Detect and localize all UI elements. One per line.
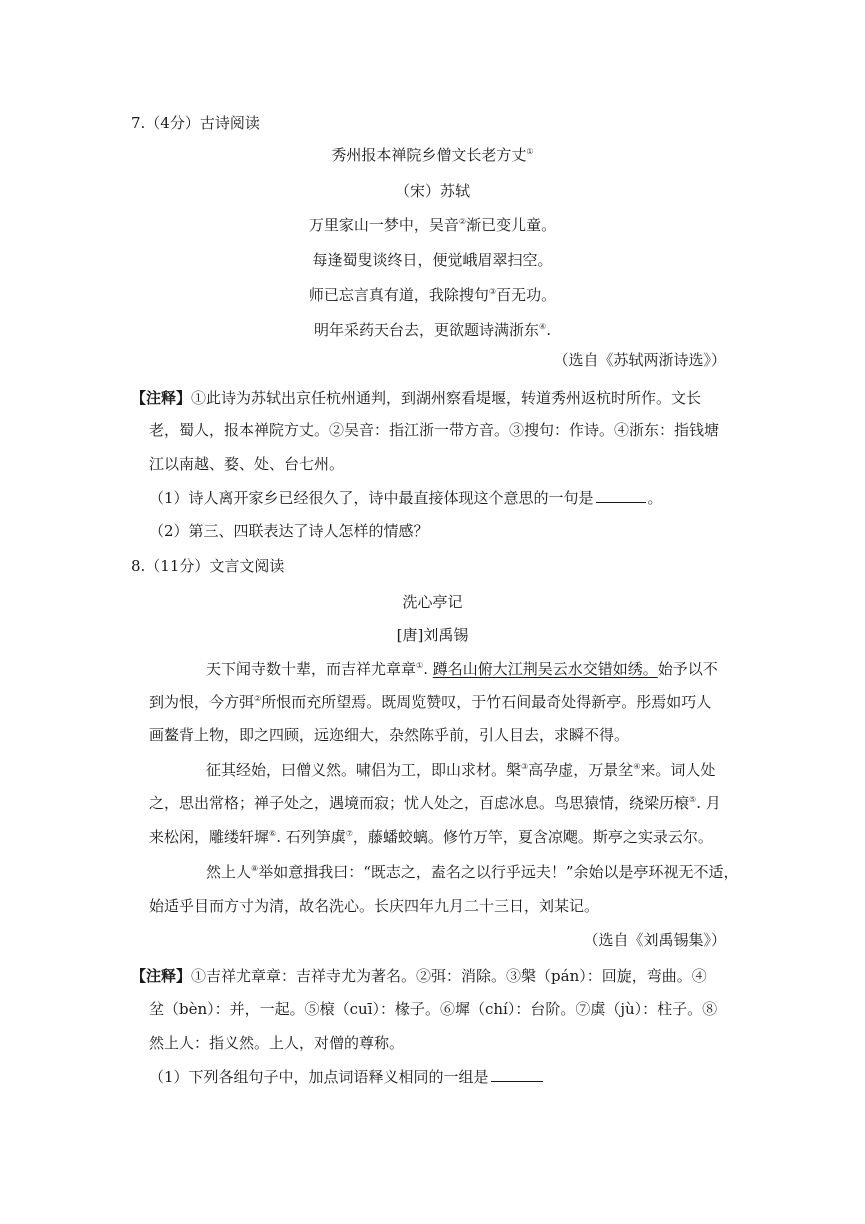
- essay-p2-line-1: 征其经始，曰僧义然。啸侣为工，即山求材。槃③高孕虚，万景坌④来。词人处: [206, 761, 716, 779]
- answer-blank[interactable]: [596, 488, 646, 503]
- essay-title: 洗心亭记: [402, 593, 463, 611]
- poem-line-2: 每逢蜀叟谈终日，便觉峨眉翠扫空。: [312, 251, 553, 269]
- q8-notes-line-3: 然上人：指义然。上人，对僧的尊称。: [149, 1034, 405, 1052]
- q8-notes-line-1: 【注释】①吉祥尤章章：吉祥寺尤为著名。②弭：消除。③槃（pán）：回旋，弯曲。④: [131, 967, 707, 985]
- poem-line-1: 万里家山一梦中，吴音②渐已变儿童。: [308, 216, 557, 234]
- q8-notes-line-2: 坌（bèn）：并，一起。⑤榱（cuī）：椽子。⑥墀（chí）：台阶。⑦虡（jù）：柱子。⑧: [149, 1000, 718, 1018]
- essay-author: [唐]刘禹锡: [396, 626, 469, 644]
- essay-p3-line-1: 然上人⑧举如意揖我曰：“既志之，盍名之以行乎远夫！”余始以是亭环视无不适，: [206, 863, 739, 881]
- essay-p3-line-2: 始适乎目而方寸为清，故名洗心。长庆四年九月二十三日，刘某记。: [149, 897, 600, 915]
- underlined-sentence: 蹲名山俯大江荆吴云水交错如绣。: [432, 660, 658, 678]
- q7-subquestion-2: （2）第三、四联表达了诗人怎样的情感？: [149, 522, 429, 540]
- q7-subquestion-1: （1）诗人离开家乡已经很久了，诗中最直接体现这个意思的一句是 。: [149, 489, 663, 507]
- essay-p1-line-3: 画鳌背上物，即之四顾，远迩细大，杂然陈乎前，引人目去，求瞬不得。: [149, 726, 630, 744]
- q7-notes-line-1: 【注释】①此诗为苏轼出京任杭州通判，到湖州察看堤堰，转道秀州返杭时所作。文长: [131, 389, 702, 407]
- poem-line-4: 明年采药天台去，更欲题诗满浙东④.: [314, 321, 551, 339]
- answer-blank[interactable]: [491, 1067, 543, 1082]
- poem-title: 秀州报本禅院乡僧文长老方丈①: [331, 146, 534, 164]
- q7-notes-line-3: 江以南越、婺、处、台七州。: [149, 455, 345, 473]
- q8-subquestion-1: （1）下列各组句子中，加点词语释义相同的一组是: [149, 1067, 543, 1087]
- poem-author: （宋）苏轼: [394, 182, 470, 200]
- q7-notes-line-2: 老，蜀人，报本禅院方丈。②吴音：指江浙一带方音。③搜句：作诗。④浙东：指钱塘: [149, 421, 720, 439]
- q8-header: 8.（11分）文言文阅读: [131, 557, 285, 575]
- q7-header: 7.（4分）古诗阅读: [131, 114, 260, 132]
- essay-p2-line-2: 之，思出常格；禅子处之，遇境而寂；忧人处之，百虑冰息。鸟思猿情，绕梁历榱⑤. 月: [149, 794, 721, 812]
- essay-p1-line-2: 到为恨，今方弭②所恨而充所望焉。既周览赞叹，于竹石间最奇处得新亭。彤焉如巧人: [149, 693, 712, 711]
- essay-source: （选自《刘禹锡集》）: [583, 931, 726, 949]
- essay-p1-line-1: 天下闻寺数十辈，而吉祥尤章章①. 蹲名山俯大江荆吴云水交错如绣。始予以不: [206, 660, 718, 678]
- essay-p2-line-3: 来松闲，雕缕轩墀⑥. 石列笋虡⑦，藤蟠蛟螭。修竹万竿，夏含凉飔。斯亭之实录云尔。: [149, 828, 713, 846]
- poem-source: （选自《苏轼两浙诗选》）: [553, 351, 726, 369]
- poem-line-3: 师已忘言真有道，我除搜句③百无功。: [308, 286, 557, 304]
